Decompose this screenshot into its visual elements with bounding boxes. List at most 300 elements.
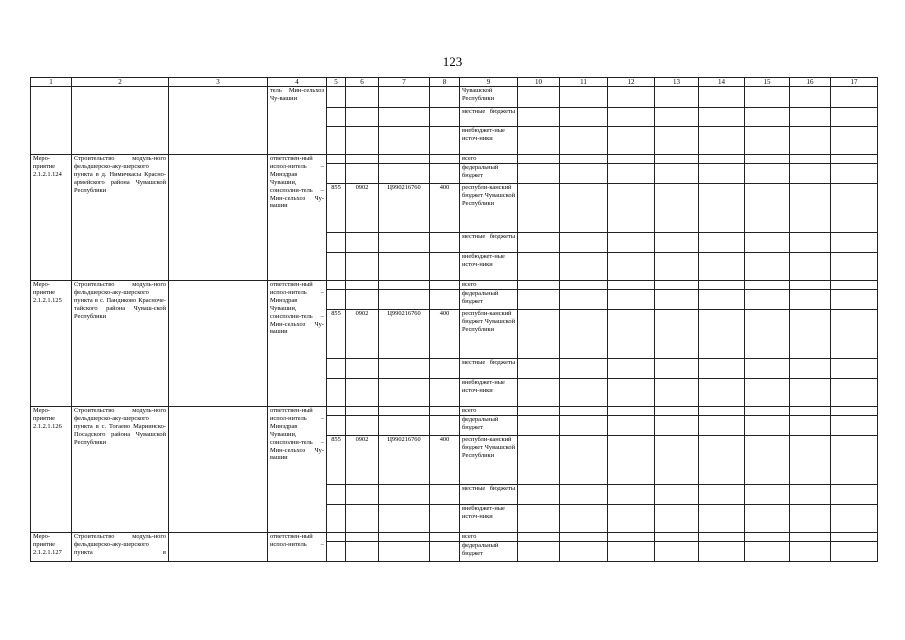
funding-source-cell: республи-канский бюджет Чувашской Республики: [460, 436, 518, 485]
table-cell: [169, 533, 268, 562]
table-cell: [655, 542, 699, 562]
table-row: [31, 155, 878, 164]
table-cell: [745, 505, 790, 533]
table-cell: [790, 155, 831, 164]
table-cell: [831, 87, 878, 108]
table-cell: [745, 127, 790, 155]
table-cell: [518, 108, 560, 127]
col-header: 5: [327, 78, 346, 87]
funding-source-cell: всего: [460, 281, 518, 290]
table-cell: [790, 533, 831, 542]
section-code-cell: 0902: [346, 310, 379, 359]
table-cell: [699, 233, 745, 253]
funding-source-cell: местные бюджеты: [460, 485, 518, 505]
table-cell: [379, 281, 430, 290]
table-cell: [831, 127, 878, 155]
table-cell: [346, 485, 379, 505]
table-cell: [518, 233, 560, 253]
table-cell: [518, 155, 560, 164]
table-row: [31, 407, 878, 416]
table-cell: [346, 155, 379, 164]
table-cell: [699, 416, 745, 436]
table-cell: [169, 407, 268, 533]
table-cell: [745, 359, 790, 379]
table-cell: [831, 379, 878, 407]
measure-id-cell: Меро-приятие 2.1.2.1.126: [31, 407, 72, 533]
table-cell: [745, 542, 790, 562]
funding-source-cell: местные бюджеты: [460, 359, 518, 379]
table-cell: [327, 164, 346, 184]
table-cell: [346, 542, 379, 562]
table-cell: [831, 164, 878, 184]
table-cell: [608, 505, 655, 533]
col-header: 2: [72, 78, 169, 87]
table-cell: [518, 290, 560, 310]
table-cell: [560, 108, 608, 127]
table-cell: [560, 164, 608, 184]
table-cell: [327, 505, 346, 533]
col-header: 15: [745, 78, 790, 87]
funding-source-cell: республи-канский бюджет Чувашской Республики: [460, 310, 518, 359]
table-cell: [608, 407, 655, 416]
table-cell: [327, 485, 346, 505]
table-cell: [346, 108, 379, 127]
measure-id-cell: Меро-приятие 2.1.2.1.124: [31, 155, 72, 281]
table-cell: [327, 416, 346, 436]
table-cell: [655, 155, 699, 164]
col-header: 8: [430, 78, 460, 87]
table-cell: [699, 533, 745, 542]
table-cell: [745, 310, 790, 359]
table-cell: [430, 281, 460, 290]
table-cell: [655, 233, 699, 253]
table-cell: [430, 108, 460, 127]
table-cell: [699, 485, 745, 505]
table-cell: [790, 127, 831, 155]
table-cell: [560, 87, 608, 108]
measure-title-cell: Строительство модуль-ного фельдшерско-аку-шерского пункта в д. Нимичкасы Красно-армейского района Чувашской Республики: [72, 155, 169, 281]
table-cell: [327, 290, 346, 310]
measure-id-cell: Меро-приятие 2.1.2.1.127: [31, 533, 72, 562]
table-cell: [560, 233, 608, 253]
table-cell: [831, 436, 878, 485]
table-cell: [831, 505, 878, 533]
table-cell: [379, 155, 430, 164]
funding-source-cell: внебюджет-ные источ-ники: [460, 127, 518, 155]
table-cell: [699, 253, 745, 281]
table-cell: [327, 542, 346, 562]
table-cell: [560, 416, 608, 436]
table-cell: [699, 407, 745, 416]
table-cell: [379, 127, 430, 155]
measure-title-cell: Строительство модуль-ного фельдшерско-аку-шерского пункта в: [72, 533, 169, 562]
table-cell: [655, 436, 699, 485]
table-cell: [560, 407, 608, 416]
table-cell: [430, 379, 460, 407]
table-cell: [655, 416, 699, 436]
table-cell: [346, 533, 379, 542]
table-cell: [327, 253, 346, 281]
responsible-cell: ответствен-ный испол-нитель – Минздрав Чувашии, соисполни-тель – Мин-сельхоз Чу-вашии: [268, 155, 327, 281]
table-cell: [655, 310, 699, 359]
table-cell: [327, 359, 346, 379]
table-cell: [379, 485, 430, 505]
col-header: 7: [379, 78, 430, 87]
measure-title-cell: Строительство модуль-ного фельдшерско-аку-шерского пункта в с. Пандиково Красноче-тайского района Чуваш-ской Республики: [72, 281, 169, 407]
table-cell: [327, 108, 346, 127]
table-cell: [655, 485, 699, 505]
table-cell: [831, 233, 878, 253]
table-cell: [831, 542, 878, 562]
table-cell: [745, 290, 790, 310]
table-cell: [831, 253, 878, 281]
table-cell: [560, 436, 608, 485]
col-header: 14: [699, 78, 745, 87]
table-cell: [346, 416, 379, 436]
table-cell: [560, 533, 608, 542]
table-cell: [327, 533, 346, 542]
table-cell: [790, 379, 831, 407]
funding-source-cell: федеральный бюджет: [460, 542, 518, 562]
table-cell: [608, 281, 655, 290]
table-cell: [745, 184, 790, 233]
table-cell: [608, 542, 655, 562]
table-cell: [518, 485, 560, 505]
col-header: 4: [268, 78, 327, 87]
table-cell: [608, 233, 655, 253]
table-cell: [745, 233, 790, 253]
table-cell: [346, 359, 379, 379]
table-cell: [699, 310, 745, 359]
table-cell: [745, 164, 790, 184]
table-cell: [790, 310, 831, 359]
table-cell: [379, 533, 430, 542]
table-cell: [790, 505, 831, 533]
table-cell: [745, 155, 790, 164]
table-cell: [560, 155, 608, 164]
budget-table: [30, 77, 878, 562]
table-cell: [560, 253, 608, 281]
table-cell: [346, 164, 379, 184]
table-cell: [518, 87, 560, 108]
table-cell: [608, 253, 655, 281]
col-header: 3: [169, 78, 268, 87]
funding-source-cell: федеральный бюджет: [460, 290, 518, 310]
table-cell: [831, 533, 878, 542]
table-cell: [831, 359, 878, 379]
table-cell: [831, 416, 878, 436]
table-cell: [608, 108, 655, 127]
page-number: 123: [442, 54, 463, 69]
funding-source-cell: местные бюджеты: [460, 233, 518, 253]
table-cell: [379, 87, 430, 108]
table-cell: [745, 436, 790, 485]
table-cell: [790, 407, 831, 416]
table-cell: [379, 253, 430, 281]
grbs-code-cell: 855: [327, 310, 346, 359]
table-cell: [327, 407, 346, 416]
table-cell: [745, 108, 790, 127]
table-cell: [608, 416, 655, 436]
measure-title-cell: [72, 87, 169, 155]
col-header: 9: [460, 78, 518, 87]
table-cell: [790, 108, 831, 127]
table-cell: [831, 407, 878, 416]
table-cell: [790, 233, 831, 253]
table-cell: [608, 155, 655, 164]
table-cell: [790, 542, 831, 562]
funding-source-cell: всего: [460, 155, 518, 164]
target-article-cell: Ц990216760: [379, 310, 430, 359]
table-cell: [745, 87, 790, 108]
table-cell: [790, 359, 831, 379]
col-header: 17: [831, 78, 878, 87]
table-cell: [346, 233, 379, 253]
section-code-cell: 0902: [346, 184, 379, 233]
table-cell: [430, 485, 460, 505]
table-cell: [430, 416, 460, 436]
table-cell: [608, 485, 655, 505]
table-cell: [745, 253, 790, 281]
table-cell: [518, 359, 560, 379]
table-cell: [745, 416, 790, 436]
col-header: 6: [346, 78, 379, 87]
table-cell: [560, 184, 608, 233]
table-cell: [379, 416, 430, 436]
table-cell: [608, 359, 655, 379]
table-cell: [430, 533, 460, 542]
expense-type-cell: 400: [430, 184, 460, 233]
table-cell: [327, 281, 346, 290]
table-cell: [745, 533, 790, 542]
table-cell: [560, 310, 608, 359]
table-cell: [608, 533, 655, 542]
table-cell: [831, 281, 878, 290]
table-cell: [745, 281, 790, 290]
table-cell: [560, 290, 608, 310]
measure-id-cell: [31, 87, 72, 155]
table-cell: [327, 233, 346, 253]
table-cell: [518, 253, 560, 281]
table-cell: [518, 164, 560, 184]
section-code-cell: 0902: [346, 436, 379, 485]
responsible-cell: ответствен-ный испол-нитель – Минздрав Чувашии, соисполни-тель – Мин-сельхоз Чу-вашии: [268, 407, 327, 533]
funding-source-cell: внебюджет-ные источ-ники: [460, 253, 518, 281]
table-cell: [379, 542, 430, 562]
table-cell: [430, 505, 460, 533]
table-cell: [560, 379, 608, 407]
table-cell: [327, 155, 346, 164]
table-cell: [379, 164, 430, 184]
table-cell: [655, 505, 699, 533]
table-cell: [608, 184, 655, 233]
table-cell: [831, 184, 878, 233]
table-cell: [518, 379, 560, 407]
table-cell: [379, 359, 430, 379]
table-cell: [655, 379, 699, 407]
table-cell: [790, 436, 831, 485]
table-cell: [169, 155, 268, 281]
table-cell: [430, 542, 460, 562]
table-cell: [608, 290, 655, 310]
table-cell: [699, 359, 745, 379]
table-cell: [699, 542, 745, 562]
table-cell: [430, 290, 460, 310]
table-cell: [790, 281, 831, 290]
funding-source-cell: Чувашской Республики: [460, 87, 518, 108]
table-cell: [655, 290, 699, 310]
table-cell: [327, 379, 346, 407]
col-header: 16: [790, 78, 831, 87]
table-cell: [608, 87, 655, 108]
table-cell: [518, 436, 560, 485]
table-cell: [560, 127, 608, 155]
table-cell: [346, 281, 379, 290]
table-cell: [790, 164, 831, 184]
table-cell: [346, 290, 379, 310]
funding-source-cell: федеральный бюджет: [460, 164, 518, 184]
funding-source-cell: внебюджет-ные источ-ники: [460, 505, 518, 533]
funding-source-cell: федеральный бюджет: [460, 416, 518, 436]
table-cell: [560, 542, 608, 562]
table-cell: [790, 87, 831, 108]
table-row: [31, 533, 878, 542]
table-cell: [518, 310, 560, 359]
table-cell: [655, 281, 699, 290]
table-cell: [790, 184, 831, 233]
col-header: 11: [560, 78, 608, 87]
table-cell: [608, 127, 655, 155]
table-row: [31, 281, 878, 290]
table-cell: [831, 155, 878, 164]
expense-type-cell: 400: [430, 310, 460, 359]
table-cell: [169, 87, 268, 155]
funding-source-cell: республи-канский бюджет Чувашской Республики: [460, 184, 518, 233]
table-cell: [655, 533, 699, 542]
table-cell: [655, 108, 699, 127]
table-cell: [560, 505, 608, 533]
table-cell: [699, 379, 745, 407]
funding-source-cell: всего: [460, 407, 518, 416]
table-cell: [831, 485, 878, 505]
table-cell: [790, 485, 831, 505]
table-cell: [745, 407, 790, 416]
table-cell: [379, 379, 430, 407]
responsible-cell: ответствен-ный испол-нитель – Минздрав Чувашии, соисполни-тель – Мин-сельхоз Чу-вашии: [268, 281, 327, 407]
target-article-cell: Ц990216760: [379, 436, 430, 485]
table-cell: [699, 164, 745, 184]
table-cell: [560, 485, 608, 505]
table-cell: [518, 407, 560, 416]
table-row: [31, 87, 878, 108]
table-cell: [699, 127, 745, 155]
table-cell: [430, 253, 460, 281]
table-cell: [831, 108, 878, 127]
table-cell: [790, 290, 831, 310]
table-cell: [699, 505, 745, 533]
table-cell: [346, 87, 379, 108]
table-cell: [699, 184, 745, 233]
header-row: [31, 78, 878, 87]
table-cell: [831, 290, 878, 310]
table-body: [31, 87, 878, 562]
table-cell: [608, 164, 655, 184]
table-cell: [327, 87, 346, 108]
responsible-cell: тель Мин-сельхоз Чу-вашии: [268, 87, 327, 155]
table-cell: [655, 127, 699, 155]
grbs-code-cell: 855: [327, 436, 346, 485]
budget-table-wrapper: [30, 77, 878, 562]
funding-source-cell: местные бюджеты: [460, 108, 518, 127]
table-cell: [790, 416, 831, 436]
table-cell: [699, 155, 745, 164]
table-cell: [608, 379, 655, 407]
table-cell: [346, 407, 379, 416]
table-cell: [655, 87, 699, 108]
table-cell: [379, 505, 430, 533]
table-cell: [655, 164, 699, 184]
table-cell: [699, 108, 745, 127]
table-cell: [655, 184, 699, 233]
table-cell: [430, 233, 460, 253]
table-cell: [518, 505, 560, 533]
table-cell: [518, 127, 560, 155]
table-cell: [518, 281, 560, 290]
table-cell: [327, 127, 346, 155]
table-cell: [518, 416, 560, 436]
col-header: 10: [518, 78, 560, 87]
table-cell: [608, 310, 655, 359]
funding-source-cell: внебюджет-ные источ-ники: [460, 379, 518, 407]
table-cell: [518, 533, 560, 542]
table-cell: [608, 436, 655, 485]
table-cell: [379, 233, 430, 253]
table-cell: [655, 253, 699, 281]
table-cell: [699, 290, 745, 310]
funding-source-cell: всего: [460, 533, 518, 542]
table-cell: [379, 290, 430, 310]
table-cell: [655, 407, 699, 416]
table-cell: [430, 359, 460, 379]
table-cell: [430, 155, 460, 164]
col-header: 1: [31, 78, 72, 87]
table-cell: [790, 253, 831, 281]
table-cell: [169, 281, 268, 407]
table-cell: [346, 253, 379, 281]
table-cell: [560, 359, 608, 379]
target-article-cell: Ц990216760: [379, 184, 430, 233]
measure-id-cell: Меро-приятие 2.1.2.1.125: [31, 281, 72, 407]
table-cell: [346, 379, 379, 407]
table-cell: [379, 108, 430, 127]
table-cell: [745, 485, 790, 505]
table-cell: [430, 407, 460, 416]
table-cell: [346, 505, 379, 533]
col-header: 12: [608, 78, 655, 87]
table-cell: [430, 127, 460, 155]
table-cell: [699, 436, 745, 485]
table-cell: [699, 87, 745, 108]
table-cell: [699, 281, 745, 290]
measure-title-cell: Строительство модуль-ного фельдшерско-аку-шерского пункта в с. Тогаево Мариинско-Посадского района Чувашской Республики: [72, 407, 169, 533]
table-cell: [560, 281, 608, 290]
grbs-code-cell: 855: [327, 184, 346, 233]
table-cell: [379, 407, 430, 416]
col-header: 13: [655, 78, 699, 87]
table-cell: [518, 542, 560, 562]
table-cell: [831, 310, 878, 359]
table-cell: [346, 127, 379, 155]
